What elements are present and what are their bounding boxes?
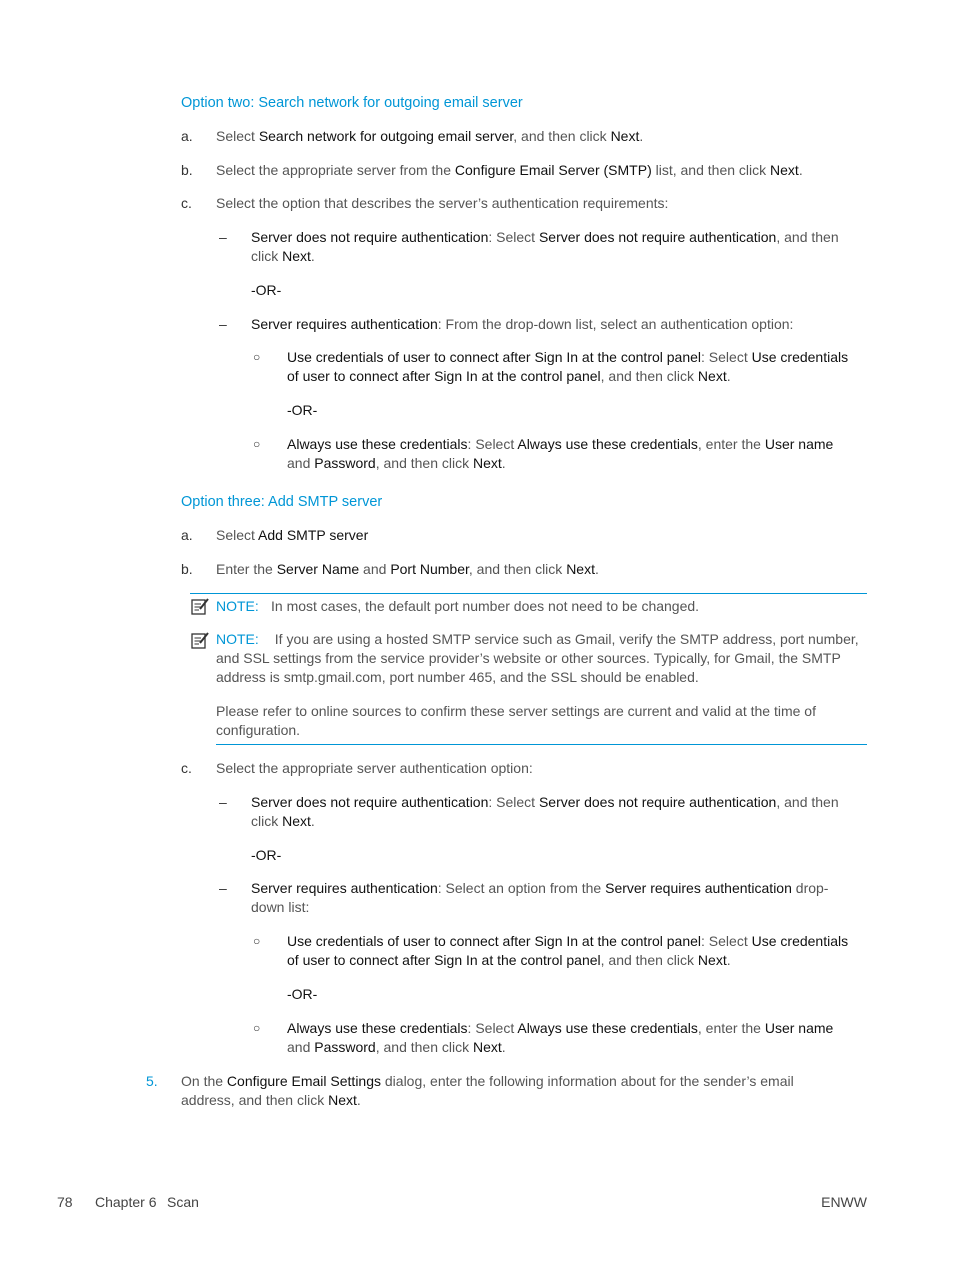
dash-marker: – bbox=[219, 316, 227, 332]
or-separator: -OR- bbox=[287, 986, 318, 1002]
step-c-text: Select the option that describes the server’s authentication requirements: bbox=[216, 195, 669, 211]
step-a-text: Select Add SMTP server bbox=[216, 527, 369, 543]
page-number: 78 bbox=[57, 1194, 73, 1210]
step-5-text: On the Configure Email Settings dialog, enter the following information about for the sender’s email address, and then click Next. bbox=[181, 1073, 794, 1108]
note-pencil-icon bbox=[190, 631, 210, 651]
sub-option-always-use: Always use these credentials: Select Always use these credentials, enter the User name and Password, and then click Next. bbox=[287, 1020, 834, 1055]
note-block bbox=[190, 593, 867, 745]
dash-marker: – bbox=[219, 229, 227, 245]
or-separator: -OR- bbox=[287, 402, 318, 418]
footer-chapter: Chapter 6 bbox=[95, 1194, 157, 1210]
circle-bullet-icon: ○ bbox=[253, 350, 261, 364]
sub-option-use-credentials: Use credentials of user to connect after Sign In at the control panel: Select Use credentials of user to connect after Sign In at the control panel, and then click Next. bbox=[287, 933, 849, 968]
circle-bullet-icon: ○ bbox=[253, 934, 261, 948]
step-5-marker: 5. bbox=[146, 1073, 158, 1089]
dash-marker: – bbox=[219, 794, 227, 810]
option-requires-auth: Server requires authentication: From the drop-down list, select an authentication option: bbox=[251, 316, 794, 332]
step-a-marker: a. bbox=[181, 128, 193, 144]
step-c-marker: c. bbox=[181, 760, 192, 776]
sub-option-use-credentials: Use credentials of user to connect after Sign In at the control panel: Select Use credentials of user to connect after Sign In at the control panel, and then click Next. bbox=[287, 349, 849, 384]
or-separator: -OR- bbox=[251, 847, 282, 863]
note-text: In most cases, the default port number does not need to be changed. bbox=[271, 598, 700, 614]
step-b-text: Select the appropriate server from the Configure Email Server (SMTP) list, and then click Next. bbox=[216, 162, 803, 178]
note-bottom-rule bbox=[216, 744, 867, 745]
footer-right-label: ENWW bbox=[821, 1194, 867, 1210]
option-no-auth: Server does not require authentication: Select Server does not require authentication, and then click Next. bbox=[251, 229, 839, 264]
step-c-text: Select the appropriate server authentication option: bbox=[216, 760, 533, 776]
section-heading-option-three: Option three: Add SMTP server bbox=[181, 494, 383, 510]
step-a-marker: a. bbox=[181, 527, 193, 543]
step-b-marker: b. bbox=[181, 162, 193, 178]
footer-section: Scan bbox=[167, 1194, 199, 1210]
step-c-marker: c. bbox=[181, 195, 192, 211]
section-heading-option-two: Option two: Search network for outgoing email server bbox=[181, 95, 523, 111]
or-separator: -OR- bbox=[251, 282, 282, 298]
step-a-text: Select Search network for outgoing email server, and then click Next. bbox=[216, 128, 644, 144]
note-label: NOTE: bbox=[216, 598, 259, 614]
step-b-text: Enter the Server Name and Port Number, and then click Next. bbox=[216, 561, 599, 577]
option-requires-auth: Server requires authentication: Select an option from the Server requires authentication drop- down list: bbox=[251, 880, 829, 915]
circle-bullet-icon: ○ bbox=[253, 1021, 261, 1035]
step-b-marker: b. bbox=[181, 561, 193, 577]
sub-option-always-use: Always use these credentials: Select Always use these credentials, enter the User name and Password, and then click Next. bbox=[287, 436, 834, 471]
note-pencil-icon bbox=[190, 597, 210, 617]
dash-marker: – bbox=[219, 880, 227, 896]
note-text: NOTE: If you are using a hosted SMTP service such as Gmail, verify the SMTP address, port number, and SSL settings from the service provider’s website or other sources. Typically, for Gmail, the SMTP address is smtp.gmail.com, port number 465, and the SSL should be enabled. Please refer to online sources to confirm these server settings are current and valid at the time of configuration. bbox=[216, 631, 859, 738]
option-no-auth: Server does not require authentication: Select Server does not require authentication, and then click Next. bbox=[251, 794, 839, 829]
circle-bullet-icon: ○ bbox=[253, 437, 261, 451]
note-top-rule bbox=[190, 593, 867, 594]
